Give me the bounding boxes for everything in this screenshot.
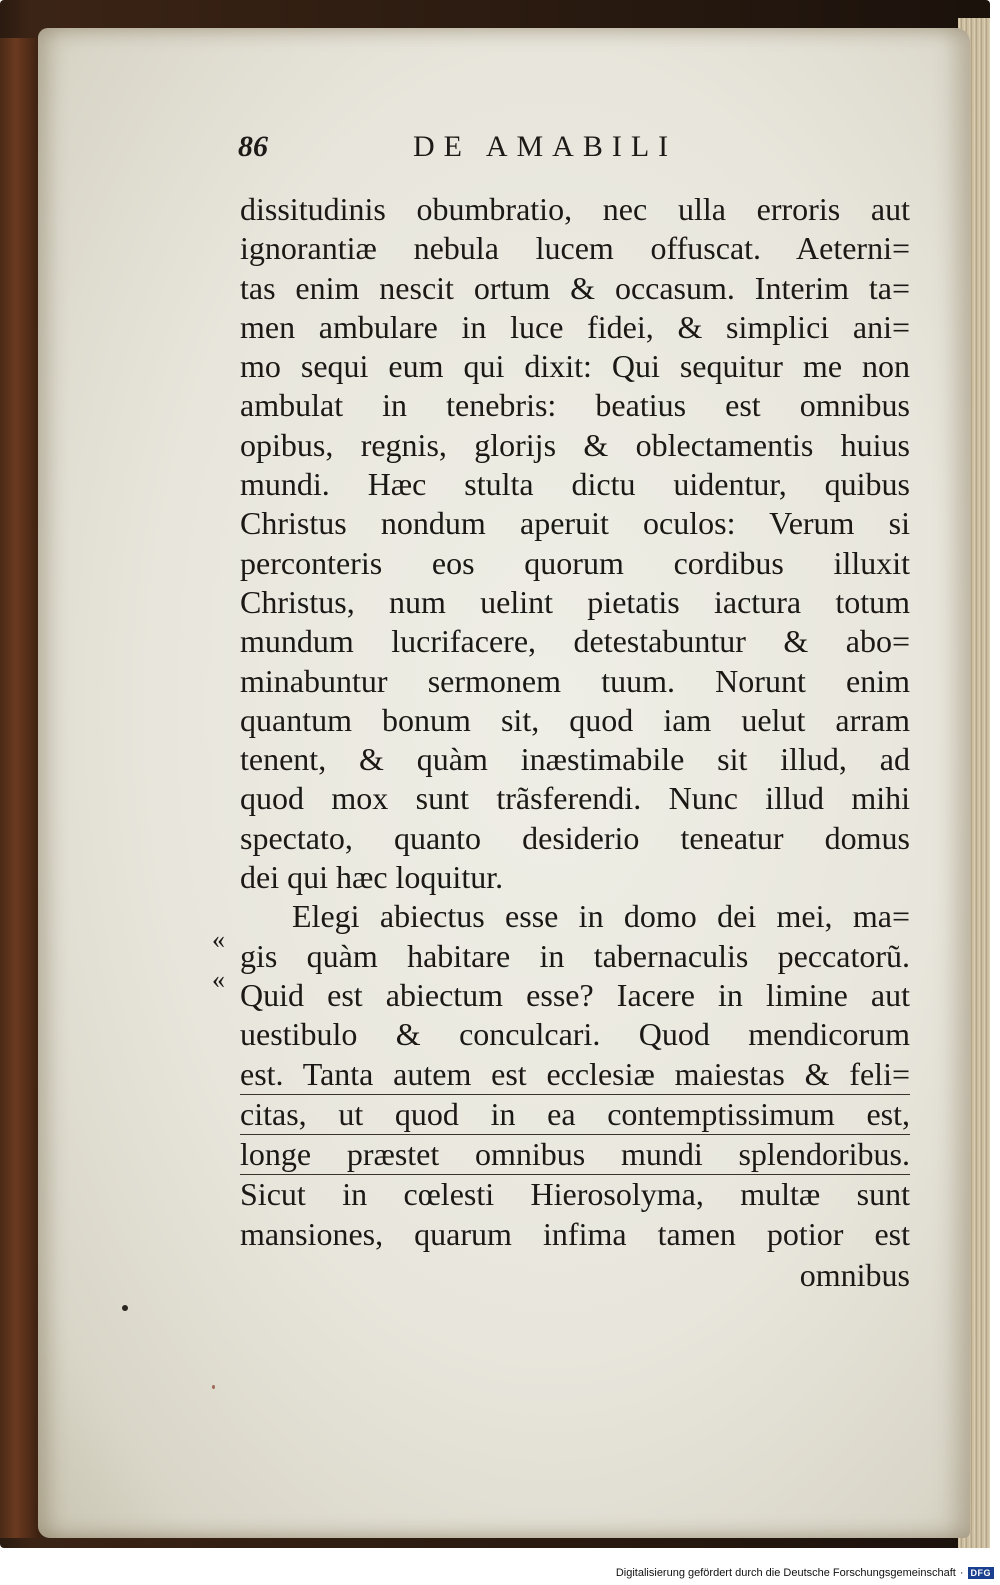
text-line: dissitudinis obumbratio, nec ulla erroris aut [240,191,910,227]
text-line: Christus nondum aperuit oculos: Verum si [240,505,910,542]
quote-mark: « [212,965,225,994]
digitization-credit [616,1567,994,1579]
text-line: spectato, quanto desiderio teneatur domus [240,819,910,856]
text-line: dei qui hæc loquitur. [240,859,504,896]
text-line: gis quàm habitare in tabernaculis peccatorũ. [240,937,910,974]
text-line: tas enim nescit ortum & occasum. Interim ta= [240,269,910,306]
text-line: men ambulare in luce fidei, & simplici ani= [240,308,910,345]
text-line: Quid est abiectum esse? Iacere in limine aut [240,976,910,1013]
text-line: mundi. Hæc stulta dictu uidentur, quibus [240,466,910,503]
text-line: opibus, regnis, glorijs & oblectamentis huius [240,426,910,463]
dfg-logo: DFG [968,1567,995,1579]
book-cover-edge [0,38,40,1538]
text-line: Elegi abiectus esse in domo dei mei, ma= [292,898,910,935]
text-line: ignorantiæ nebula lucem offuscat. Aeterni= [240,230,910,267]
text-line: quod mox sunt trãsferendi. Nunc illud mihi [240,780,910,817]
underlined-text-line: est. Tanta autem est ecclesiæ maiestas & feli= [240,1055,910,1095]
text-line: mansiones, quarum infima tamen potior est [240,1215,910,1252]
text-line: tenent, & quàm inæstimabile sit illud, ad [240,741,910,778]
text-line: minabuntur sermonem tuum. Norunt enim [240,662,910,699]
text-line: uestibulo & conculcari. Quod mendicorum [240,1016,910,1053]
page-header [238,130,898,170]
text-line: mo sequi eum qui dixit: Qui sequitur me non [240,348,910,385]
underlined-text-line: citas, ut quod in ea contemptissimum est, [240,1095,910,1135]
stain-spot [212,1385,215,1389]
text-line: Christus, num uelint pietatis iactura totum [240,583,910,620]
text-line: Sicut in cœlesti Hierosolyma, multæ sunt [240,1176,910,1213]
catchword: omnibus [799,1257,910,1294]
text-line: perconteris eos quorum cordibus illuxit [240,544,910,581]
text-line: quantum bonum sit, quod iam uelut arram [240,701,910,738]
credit-text: Digitalisierung gefördert durch die Deutsche Forschungsgemeinschaft [615,1567,956,1579]
underlined-text-line: longe præstet omnibus mundi splendoribus. [240,1135,910,1175]
credit-separator: · [959,1567,964,1579]
quote-mark: « [212,925,225,954]
ink-dot [122,1305,128,1311]
body-text [240,190,910,1295]
running-head: DE AMABILI [413,130,678,163]
text-line: mundum lucrifacere, detestabuntur & abo= [240,623,910,660]
page-number: 86 [238,130,268,163]
text-line: ambulat in tenebris: beatius est omnibus [240,387,910,424]
